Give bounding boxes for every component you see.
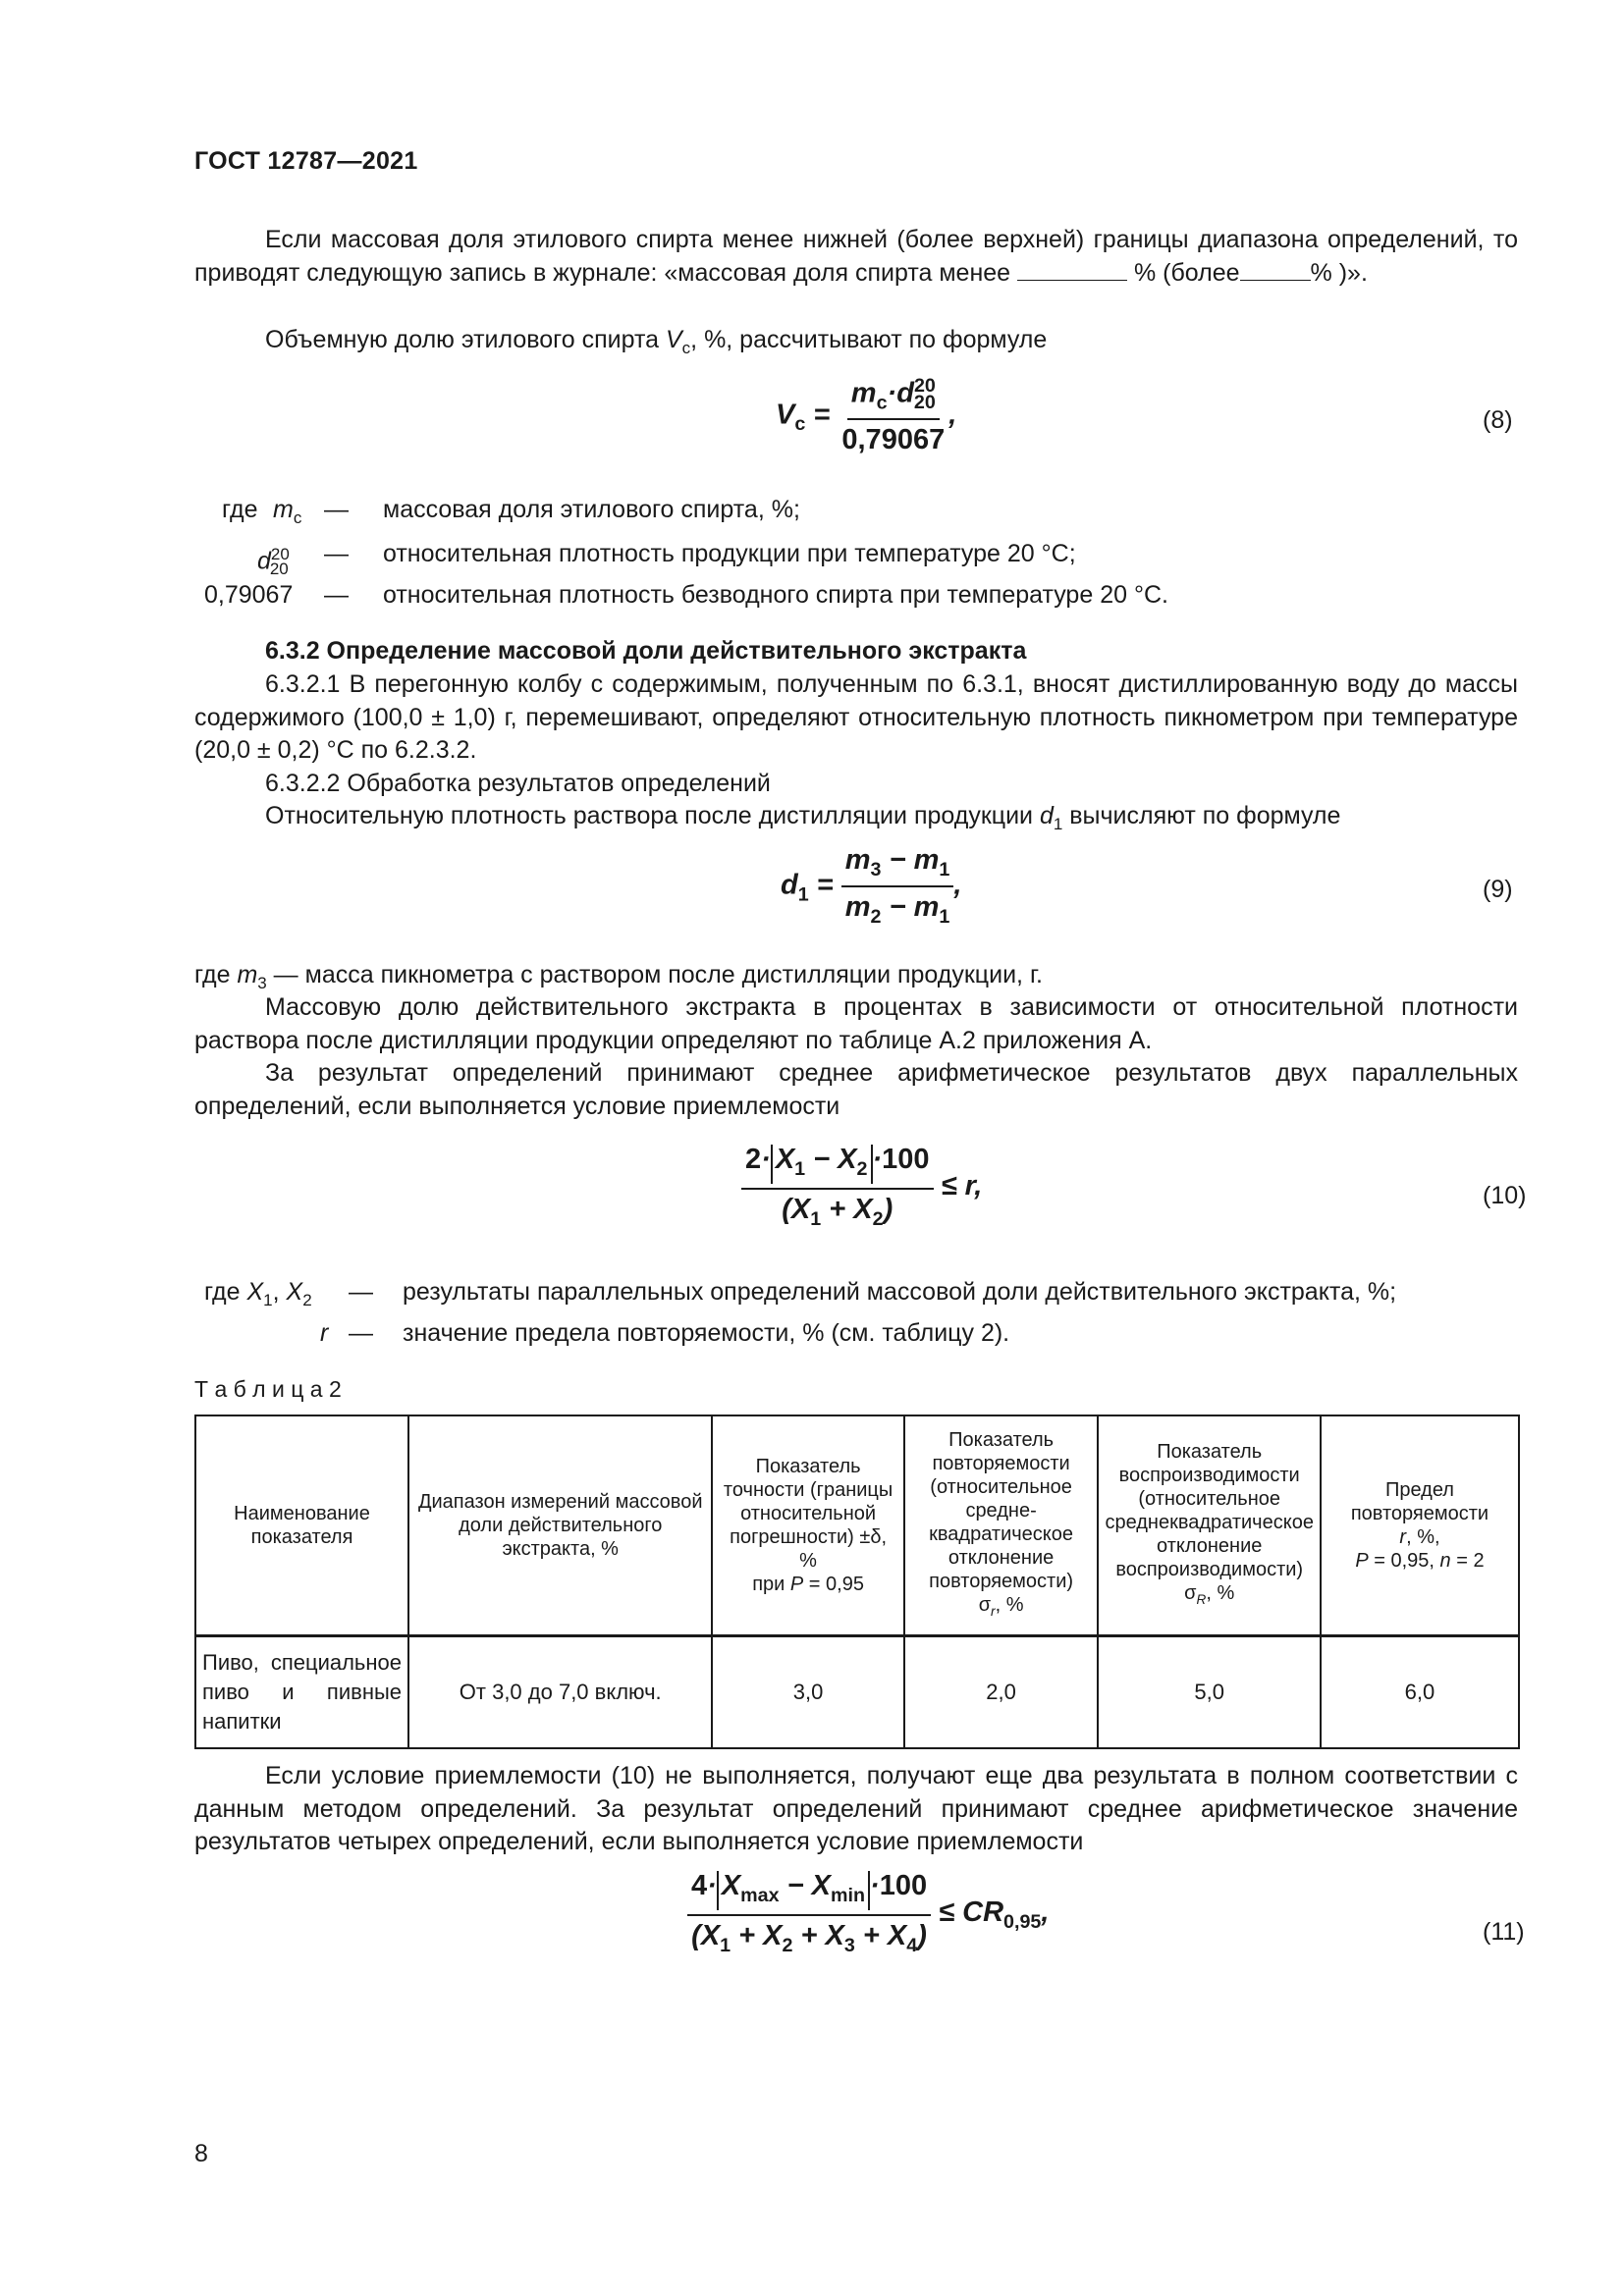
cell-name: Пиво, специальное пиво и пивные напитки xyxy=(195,1636,408,1749)
where-label: где xyxy=(222,496,258,523)
page-number: 8 xyxy=(194,2140,208,2167)
formula-11: $\frac{4\cdot X_{max} - X_{min} \cdot 100}{(X_1 + X_2 + X_3 + X_4)}$ ≤ $CR_{0,95}$, xyxy=(687,1870,1049,1957)
equation-number-10: (10) xyxy=(1483,1182,1527,1209)
formula-10: $\frac{2\cdot X_1 - X_2 \cdot 100}{(X_1 + X_2)}$ ≤ r, xyxy=(741,1144,982,1231)
cell-reproducibility: 5,0 xyxy=(1098,1636,1320,1749)
header-reproducibility: Показатель воспроизводимости (относительное среднеквадратическое отклонение воспроизводимости) $\sigma_R$, % xyxy=(1098,1415,1320,1636)
paragraph-d1-formula: Относительную плотность раствора после дистилляции продукции $d_1$ вычисляют по формуле xyxy=(265,802,1341,833)
header-repeatability: Показатель повторяемости (относительное средне-квадратическое отклонение повторяемости) $\sigma_r$, % xyxy=(904,1415,1099,1636)
cell-range: От 3,0 до 7,0 включ. xyxy=(408,1636,712,1749)
definition-079067: относительная плотность безводного спирта при температуре 20 °С. xyxy=(383,581,1168,609)
definition-mc: массовая доля этилового спирта, %; xyxy=(383,496,800,523)
dash: — xyxy=(324,540,349,567)
equation-number-8: (8) xyxy=(1483,406,1513,434)
header-range: Диапазон измерений массовой доли действительного экстракта, % xyxy=(408,1415,712,1636)
document-header: ГОСТ 12787—2021 xyxy=(194,147,418,175)
where-m3: где $m_3$ — масса пикнометра с раствором после дистилляции продукции, г. xyxy=(194,961,1043,992)
paragraph-acceptability: За результат определений принимают среднее арифметическое результатов двух параллельных определений, если выполняется условие приемлемости xyxy=(194,1059,1518,1120)
symbol-079067: 0,79067 xyxy=(204,581,294,609)
paragraph-volume-fraction: Объемную долю этилового спирта $V_с$, %, рассчитывают по формуле xyxy=(265,326,1048,357)
dash: — xyxy=(324,496,349,523)
header-limit: Предел повторяемости r, %, P = 0,95, n = 2 xyxy=(1321,1415,1519,1636)
paragraph-6321: 6.3.2.1 В перегонную колбу с содержимым, полученным по 6.3.1, вносят дистиллированную воду до массы содержимого (100,0 ± 1,0) г, перемешивают, определяют относительную плотность пикнометром при температуре (20,0 ± 0,2) °С по 6.2.3.2. xyxy=(194,670,1518,764)
blank-line xyxy=(1240,258,1311,281)
table-caption: Т а б л и ц а 2 xyxy=(194,1376,342,1402)
paragraph-table-a2: Массовую долю действительного экстракта в процентах в зависимости от относительной плотности раствора после дистилляции продукции определяют по таблице А.2 приложения А. xyxy=(194,993,1518,1054)
cell-accuracy: 3,0 xyxy=(712,1636,903,1749)
where-label: где $X_1$, $X_2$ xyxy=(204,1278,312,1309)
symbol-d2020: $d^{20}_{20}$ xyxy=(257,545,290,579)
header-indicator: Наименование показателя xyxy=(195,1415,408,1636)
paragraph-four-results: Если условие приемлемости (10) не выполняется, получают еще два результата в полном соответствии с данным методом определений. За результат определений принимают среднее арифметическое значение результатов четырех определений, если выполняется условие приемлемости xyxy=(194,1762,1518,1855)
paragraph-6322: 6.3.2.2 Обработка результатов определений xyxy=(265,770,771,797)
equation-number-11: (11) xyxy=(1483,1918,1525,1946)
cell-repeatability: 2,0 xyxy=(904,1636,1099,1749)
definition-x1x2: результаты параллельных определений массовой доли действительного экстракта, %; xyxy=(403,1278,1397,1306)
definition-d2020: относительная плотность продукции при температуре 20 °С; xyxy=(383,540,1076,567)
formula-9: $d_1$ = $\frac{m_3 - m_1}{m_2 - m_1}$ , xyxy=(781,844,962,928)
definition-r: значение предела повторяемости, % (см. таблицу 2). xyxy=(403,1319,1010,1347)
symbol-mc: $m_с$ xyxy=(273,496,302,527)
table-2 xyxy=(194,1415,1520,1749)
cell-limit: 6,0 xyxy=(1321,1636,1519,1749)
dash: — xyxy=(324,581,349,609)
blank-line xyxy=(1017,258,1127,281)
dash: — xyxy=(349,1278,373,1306)
section-heading: 6.3.2 Определение массовой доли действительного экстракта xyxy=(265,637,1027,665)
paragraph-blank-record: Если массовая доля этилового спирта менее нижней (более верхней) границы диапазона определений, то приводят следующую запись в журнале: «массовая доля спирта менее % (более % )». xyxy=(194,226,1518,287)
dash: — xyxy=(349,1319,373,1347)
table-row xyxy=(195,1636,1519,1749)
formula-8: $V_c$ = $\frac{m_c\cdot d^{20}_{20}}{0,79067}$ , xyxy=(776,375,957,456)
symbol-r: r xyxy=(320,1319,329,1347)
header-accuracy: Показатель точности (границы относительной погрешности) ±δ, % при P = 0,95 xyxy=(712,1415,903,1636)
table-header-row xyxy=(195,1415,1519,1636)
equation-number-9: (9) xyxy=(1483,876,1513,903)
